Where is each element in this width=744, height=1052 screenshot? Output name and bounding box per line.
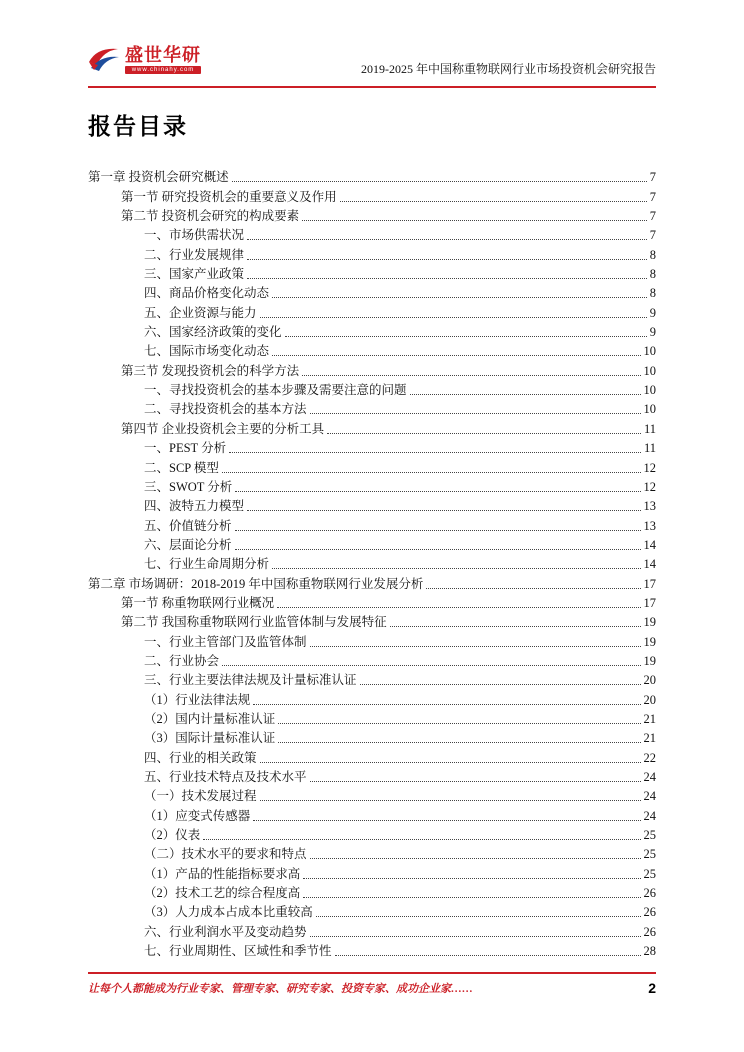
toc-entry [88, 766, 656, 785]
toc-entry-page: 21 [643, 711, 656, 726]
toc-entry-label: 一、寻找投资机会的基本步骤及需要注意的问题 [144, 383, 407, 398]
toc-entry-label: 二、行业协会 [144, 653, 220, 668]
toc-entry [88, 688, 656, 707]
toc-entry-page: 25 [643, 847, 656, 862]
page-header [88, 46, 656, 88]
toc-dotted-leader [235, 491, 640, 492]
toc-dotted-leader [253, 820, 640, 821]
logo-website: www.chinahy.com [125, 66, 201, 74]
toc-entry-label: 第二节 投资机会研究的构成要素 [121, 209, 300, 224]
toc-entry-page: 10 [643, 402, 656, 417]
toc-entry-label: 第一章 投资机会研究概述 [88, 170, 229, 185]
toc-entry-page: 21 [643, 731, 656, 746]
toc-entry [88, 398, 656, 417]
toc-entry-label: 六、层面论分析 [144, 537, 232, 552]
toc-entry-page: 19 [643, 615, 656, 630]
toc-entry-label: 第一节 称重物联网行业概况 [121, 595, 275, 610]
toc-entry-label: （2）仪表 [144, 828, 201, 843]
toc-dotted-leader [235, 549, 641, 550]
toc-entry [88, 321, 656, 340]
toc-entry-label: 四、行业的相关政策 [144, 750, 257, 765]
toc-entry [88, 243, 656, 262]
toc-entry-label: （2）技术工艺的综合程度高 [144, 886, 301, 901]
toc-entry [88, 882, 656, 901]
toc-entry-label: （二）技术水平的要求和特点 [144, 847, 307, 862]
toc-entry [88, 611, 656, 630]
toc-entry-label: （1）行业法律法规 [144, 692, 251, 707]
toc-entry-page: 13 [643, 499, 656, 514]
toc-list [88, 166, 656, 959]
logo-company-name: 盛世华研 [125, 45, 201, 65]
toc-entry-label: 一、市场供需状况 [144, 228, 245, 243]
toc-dotted-leader [235, 530, 641, 531]
toc-entry [88, 417, 656, 436]
toc-entry-page: 10 [643, 383, 656, 398]
toc-entry [88, 224, 656, 243]
toc-entry [88, 630, 656, 649]
toc-entry-page: 28 [643, 944, 656, 959]
report-title: 2019-2025 年中国称重物联网行业市场投资机会研究报告 [361, 62, 656, 76]
toc-entry [88, 920, 656, 939]
toc-entry-page: 11 [643, 441, 656, 456]
toc-dotted-leader [310, 781, 641, 782]
toc-dotted-leader [232, 181, 647, 182]
toc-entry [88, 843, 656, 862]
toc-dotted-leader [340, 201, 647, 202]
toc-entry [88, 205, 656, 224]
toc-entry [88, 282, 656, 301]
toc-dotted-leader [222, 665, 640, 666]
page-footer [88, 972, 656, 996]
toc-entry [88, 185, 656, 204]
toc-dotted-leader [310, 858, 641, 859]
toc-entry-page: 7 [649, 170, 656, 185]
toc-dotted-leader [247, 259, 647, 260]
toc-entry [88, 650, 656, 669]
toc-entry-page: 20 [643, 692, 656, 707]
toc-dotted-leader [410, 394, 641, 395]
toc-dotted-leader [316, 916, 641, 917]
toc-entry [88, 514, 656, 533]
toc-entry [88, 940, 656, 959]
toc-entry-label: （3）人力成本占成本比重较高 [144, 905, 313, 920]
toc-dotted-leader [278, 742, 640, 743]
toc-entry-page: 24 [643, 808, 656, 823]
toc-entry-page: 19 [643, 653, 656, 668]
toc-entry [88, 553, 656, 572]
toc-dotted-leader [260, 317, 647, 318]
toc-entry-label: 二、行业发展规律 [144, 247, 245, 262]
toc-entry-label: 五、企业资源与能力 [144, 305, 257, 320]
toc-entry [88, 669, 656, 688]
toc-entry [88, 572, 656, 591]
toc-entry [88, 534, 656, 553]
toc-dotted-leader [277, 607, 640, 608]
toc-entry-page: 12 [643, 460, 656, 475]
toc-entry [88, 301, 656, 320]
toc-entry-label: （2）国内计量标准认证 [144, 711, 276, 726]
toc-entry-label: 一、行业主管部门及监管体制 [144, 634, 307, 649]
toc-dotted-leader [335, 955, 641, 956]
toc-entry-page: 26 [643, 886, 656, 901]
toc-entry-page: 25 [643, 828, 656, 843]
toc-dotted-leader [302, 375, 640, 376]
toc-dotted-leader [272, 297, 647, 298]
toc-entry-label: 四、商品价格变化动态 [144, 286, 270, 301]
toc-entry-label: 六、行业利润水平及变动趋势 [144, 924, 307, 939]
logo-bird-icon [88, 46, 120, 79]
toc-dotted-leader [327, 433, 641, 434]
toc-entry-page: 24 [643, 770, 656, 784]
toc-entry-page: 14 [643, 537, 656, 552]
toc-entry-page: 25 [643, 866, 656, 881]
toc-entry [88, 476, 656, 495]
toc-dotted-leader [310, 936, 641, 937]
toc-entry-page: 8 [649, 247, 656, 262]
toc-dotted-leader [303, 878, 640, 879]
toc-entry-label: 二、SCP 模型 [144, 460, 219, 475]
toc-entry [88, 340, 656, 359]
toc-entry-label: （一）技术发展过程 [144, 789, 257, 804]
toc-entry-page: 12 [643, 479, 656, 494]
toc-entry-label: 第四节 企业投资机会主要的分析工具 [121, 421, 325, 436]
toc-entry-page: 26 [643, 924, 656, 939]
toc-dotted-leader [310, 646, 641, 647]
toc-dotted-leader [260, 762, 641, 763]
page-title: 报告目录 [88, 113, 188, 139]
toc-entry [88, 359, 656, 378]
toc-entry-label: 三、行业主要法律法规及计量标准认证 [144, 673, 357, 688]
toc-entry-page: 9 [649, 325, 656, 340]
toc-entry-page: 17 [643, 576, 656, 591]
toc-entry-label: 三、SWOT 分析 [144, 479, 233, 494]
toc-entry-label: 第二节 我国称重物联网行业监管体制与发展特征 [121, 615, 387, 630]
toc-entry-page: 11 [643, 421, 656, 436]
toc-dotted-leader [253, 704, 640, 705]
toc-entry [88, 379, 656, 398]
toc-entry-page: 24 [643, 789, 656, 804]
toc-dotted-leader [222, 472, 641, 473]
toc-dotted-leader [247, 278, 647, 279]
toc-dotted-leader [278, 723, 640, 724]
toc-entry-label: 第一节 研究投资机会的重要意义及作用 [121, 189, 337, 204]
toc-entry [88, 456, 656, 475]
toc-entry-page: 10 [643, 344, 656, 359]
toc-entry [88, 746, 656, 765]
toc-entry-page: 8 [649, 267, 656, 282]
toc-entry [88, 727, 656, 746]
toc-entry-page: 19 [643, 634, 656, 649]
toc-entry-page: 13 [643, 518, 656, 533]
toc-entry-page: 8 [649, 286, 656, 301]
toc-entry-label: （3）国际计量标准认证 [144, 731, 276, 746]
toc-entry [88, 862, 656, 881]
toc-entry-label: （1）产品的性能指标要求高 [144, 866, 301, 881]
toc-entry-label: 五、行业技术特点及技术水平 [144, 770, 307, 784]
logo-text-block [125, 46, 201, 74]
toc-entry-label: 二、寻找投资机会的基本方法 [144, 402, 307, 417]
toc-entry [88, 592, 656, 611]
toc-entry-page: 22 [643, 750, 656, 765]
toc-dotted-leader [302, 220, 647, 221]
toc-entry-page: 26 [643, 905, 656, 920]
toc-entry-label: 一、PEST 分析 [144, 441, 227, 456]
toc-entry [88, 495, 656, 514]
toc-dotted-leader [426, 588, 640, 589]
toc-entry-label: 第二章 市场调研：2018-2019 年中国称重物联网行业发展分析 [88, 576, 424, 591]
toc-entry [88, 166, 656, 185]
toc-dotted-leader [203, 839, 640, 840]
toc-entry-label: 七、国际市场变化动态 [144, 344, 270, 359]
toc-dotted-leader [360, 684, 641, 685]
toc-dotted-leader [229, 452, 641, 453]
toc-entry [88, 263, 656, 282]
company-logo [88, 46, 201, 79]
toc-entry [88, 824, 656, 843]
toc-entry-page: 20 [643, 673, 656, 688]
toc-entry-label: 七、行业生命周期分析 [144, 557, 270, 572]
toc-entry [88, 785, 656, 804]
toc-entry-page: 7 [649, 189, 656, 204]
toc-dotted-leader [272, 355, 640, 356]
toc-dotted-leader [272, 568, 640, 569]
toc-entry [88, 437, 656, 456]
toc-entry [88, 708, 656, 727]
toc-entry-page: 17 [643, 595, 656, 610]
toc-entry-page: 14 [643, 557, 656, 572]
toc-entry-label: 四、波特五力模型 [144, 499, 245, 514]
toc-entry-page: 7 [649, 209, 656, 224]
toc-dotted-leader [303, 897, 640, 898]
toc-entry-label: 五、价值链分析 [144, 518, 232, 533]
toc-entry-label: 七、行业周期性、区域性和季节性 [144, 944, 332, 959]
toc-dotted-leader [390, 626, 641, 627]
toc-dotted-leader [247, 239, 647, 240]
page-number: 2 [648, 980, 656, 996]
toc-entry-page: 7 [649, 228, 656, 243]
toc-dotted-leader [260, 800, 641, 801]
toc-entry [88, 901, 656, 920]
toc-dotted-leader [310, 413, 641, 414]
toc-entry-page: 9 [649, 305, 656, 320]
toc-entry-label: 第三节 发现投资机会的科学方法 [121, 363, 300, 378]
toc-entry-label: （1）应变式传感器 [144, 808, 251, 823]
toc-dotted-leader [285, 336, 647, 337]
footer-slogan: 让每个人都能成为行业专家、管理专家、研究专家、投资专家、成功企业家…… [88, 983, 473, 995]
toc-dotted-leader [247, 510, 640, 511]
toc-entry-label: 六、国家经济政策的变化 [144, 325, 282, 340]
toc-entry [88, 804, 656, 823]
toc-entry-label: 三、国家产业政策 [144, 267, 245, 282]
toc-entry-page: 10 [643, 363, 656, 378]
